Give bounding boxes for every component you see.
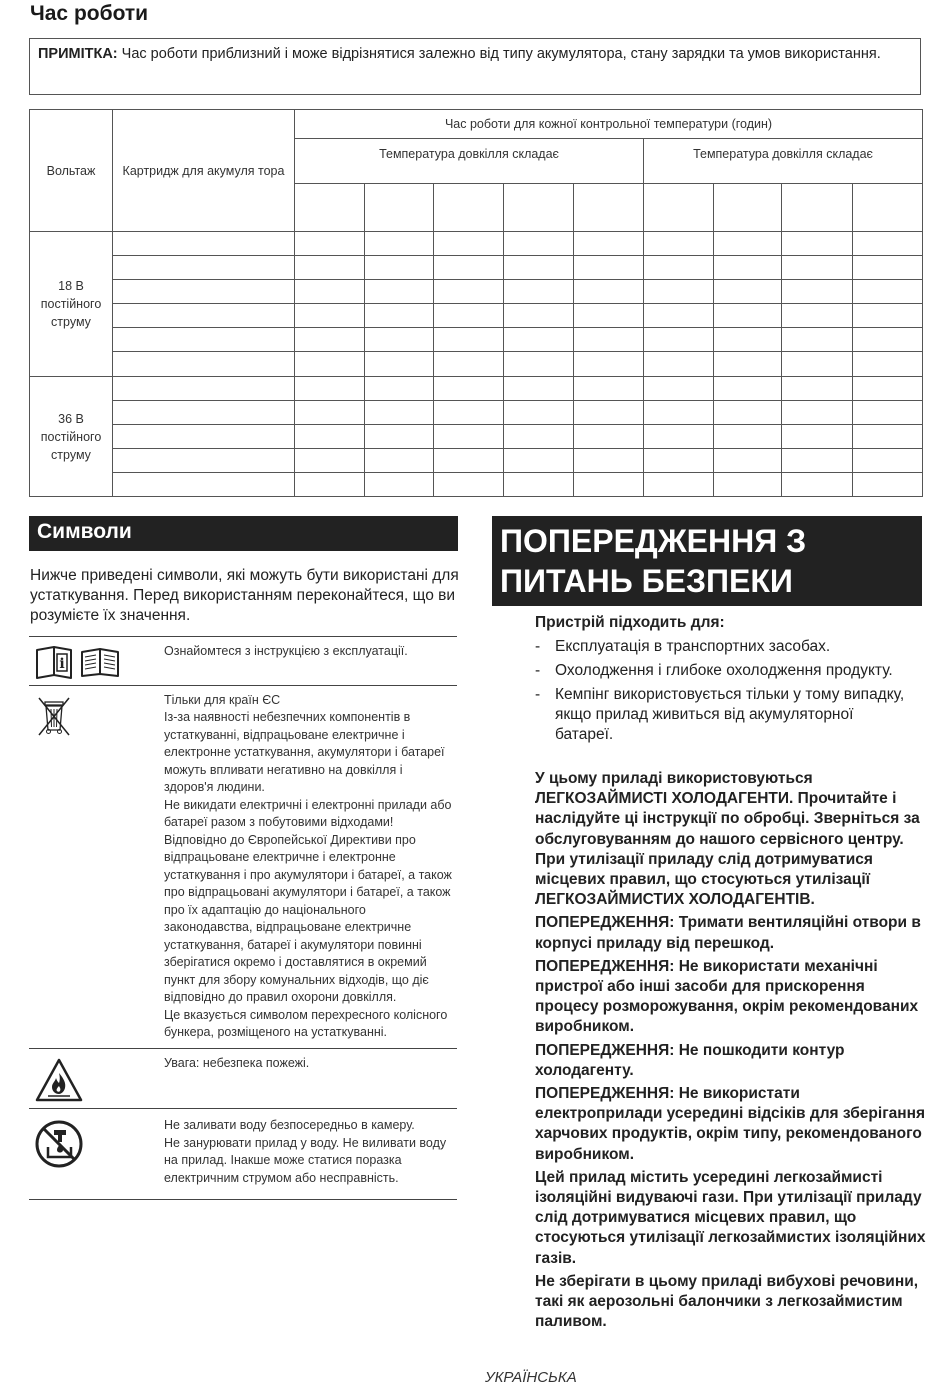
symbol-row xyxy=(29,637,457,686)
table-row xyxy=(30,425,923,449)
page-footer-language: УКРАЇНСЬКА xyxy=(485,1369,577,1383)
header-runtime: Час роботи для кожної контрольної температури (годин) xyxy=(295,110,923,139)
symbol-row xyxy=(29,1109,457,1200)
symbol-row xyxy=(29,685,457,1048)
table-row xyxy=(30,304,923,328)
table-row xyxy=(30,232,923,256)
table-row xyxy=(30,401,923,425)
symbol-description: Не заливати воду безпосередньо в камеру. Не занурювати прилад у воду. Не виливати воду на прилад. Інакше може статися поразка електричним струмом або несправність. xyxy=(164,1109,457,1200)
symbols-intro: Нижче приведені символи, які можуть бути використані для устаткування. Перед використанням переконайтеся, що ви розумієте їх значення. xyxy=(30,567,459,624)
safety-section-header: ПОПЕРЕДЖЕННЯ З ПИТАНЬ БЕЗПЕКИ xyxy=(492,516,922,606)
warning-paragraph: ПОПЕРЕДЖЕННЯ: Не використати механічні пристрої або інші засоби для прискорення процесу розморожування, окрім рекомендованих виробником. xyxy=(535,957,919,1036)
warning-paragraph: Цей прилад містить усередині легкозаймисті ізоляційні видуваючі гази. При утилізації приладу слід дотримуватися місцевих правил, що стосуються утилізації легкозаймистих ізоляційних газів. xyxy=(535,1168,926,1267)
header-voltage: Вольтаж xyxy=(30,110,113,232)
header-temperature-2: Температура довкілля складає xyxy=(644,139,923,184)
note-text: Час роботи приблизний і може відрізнятися залежно від типу акумулятора, стану зарядки та умов використання. xyxy=(121,46,881,62)
voltage-18v: 18 В постійного струму xyxy=(30,232,113,377)
svg-text:i: i xyxy=(59,656,65,672)
list-item: - Кемпінг використовується тільки у тому випадку, якщо прилад живиться від акумуляторної батареї. xyxy=(535,685,915,745)
manual-book-icon xyxy=(29,637,164,686)
table-row xyxy=(30,449,923,473)
runtime-table xyxy=(29,109,923,497)
symbol-description: Тільки для країн ЄС Із-за наявності небезпечних компонентів в устаткуванні, відпрацьоване електричне і електронне устаткування, акумулятори і батареї можуть впливати негативно на довкілля і здоров'я людини. Не викидати електричні і електронні прилади або батареї разом з побутовими відходами! Відповідно до Європейської Директиви про відпрацьоване електричне і електронне устаткування і про акумулятори і батареї, а також про відпрацьовані акумулятори і батареї, а також про їх адаптацію до національного законодавства, відпрацьоване електричне устаткування, батареї і акумулятори повинні зберігатися окремо і доставлятися в окремий пункт для збору комунальних відходів, що діє відповідно до правил охорони довкілля. Це вказується символом перехресного колісного бункера, розміщеного на устаткуванні. xyxy=(164,685,457,1048)
header-cartridge: Картридж для акумуля тора xyxy=(113,110,295,232)
warning-paragraph: ПОПЕРЕДЖЕННЯ: Тримати вентиляційні отвори в корпусі приладу від перешкод. xyxy=(535,914,921,952)
table-row xyxy=(30,280,923,304)
warning-paragraph: ПОПЕРЕДЖЕННЯ: Не пошкодити контур холодагенту. xyxy=(535,1041,845,1079)
no-water-icon xyxy=(29,1109,164,1200)
symbol-description: Увага: небезпека пожежі. xyxy=(164,1048,457,1109)
list-item: - Охолодження і глибоке охолодження продукту. xyxy=(535,661,915,681)
table-row xyxy=(30,352,923,377)
warning-paragraph: У цьому приладі використовуються ЛЕГКОЗАЙМИСТІ ХОЛОДАГЕНТИ. Прочитайте і наслідуйте ці інструкції по обробці. Зверніться за обслуговуванням до нашого сервісного центру. При утилізації приладу слід дотримуватися місцевих правил, що стосуються утилізації ЛЕГКОЗАЙМИСТИХ ХОЛОДАГЕНТІВ. xyxy=(535,770,920,909)
warning-paragraph: ПОПЕРЕДЖЕННЯ: Не використати електроприлади усередині відсіків для зберігання харчових продуктів, окрім типу, рекомендованого виробником. xyxy=(535,1085,926,1163)
header-temperature-1: Температура довкілля складає xyxy=(295,139,644,184)
crossed-bin-icon xyxy=(29,685,164,1048)
applies-title: Пристрій підходить для: xyxy=(535,614,725,631)
note-box xyxy=(29,38,921,95)
warning-paragraph: Не зберігати в цьому приладі вибухові речовини, такі як аерозольні балончики з легкозаймистим паливом. xyxy=(535,1272,919,1331)
applies-list xyxy=(535,637,915,749)
table-row xyxy=(30,473,923,497)
symbols-section-header: Символи xyxy=(29,516,458,551)
table-row xyxy=(30,328,923,352)
safety-warnings xyxy=(535,769,927,1335)
voltage-36v: 36 В постійного струму xyxy=(30,377,113,497)
fire-warning-icon xyxy=(29,1048,164,1109)
symbol-description: Ознайомтеся з інструкцією з експлуатації. xyxy=(164,637,457,686)
table-row xyxy=(30,377,923,401)
note-label: ПРИМІТКА: xyxy=(38,46,118,62)
table-row xyxy=(30,256,923,280)
symbols-table xyxy=(29,636,457,1200)
symbol-row xyxy=(29,1048,457,1109)
list-item: - Експлуатація в транспортних засобах. xyxy=(535,637,915,657)
page-title: Час роботи xyxy=(30,2,149,25)
